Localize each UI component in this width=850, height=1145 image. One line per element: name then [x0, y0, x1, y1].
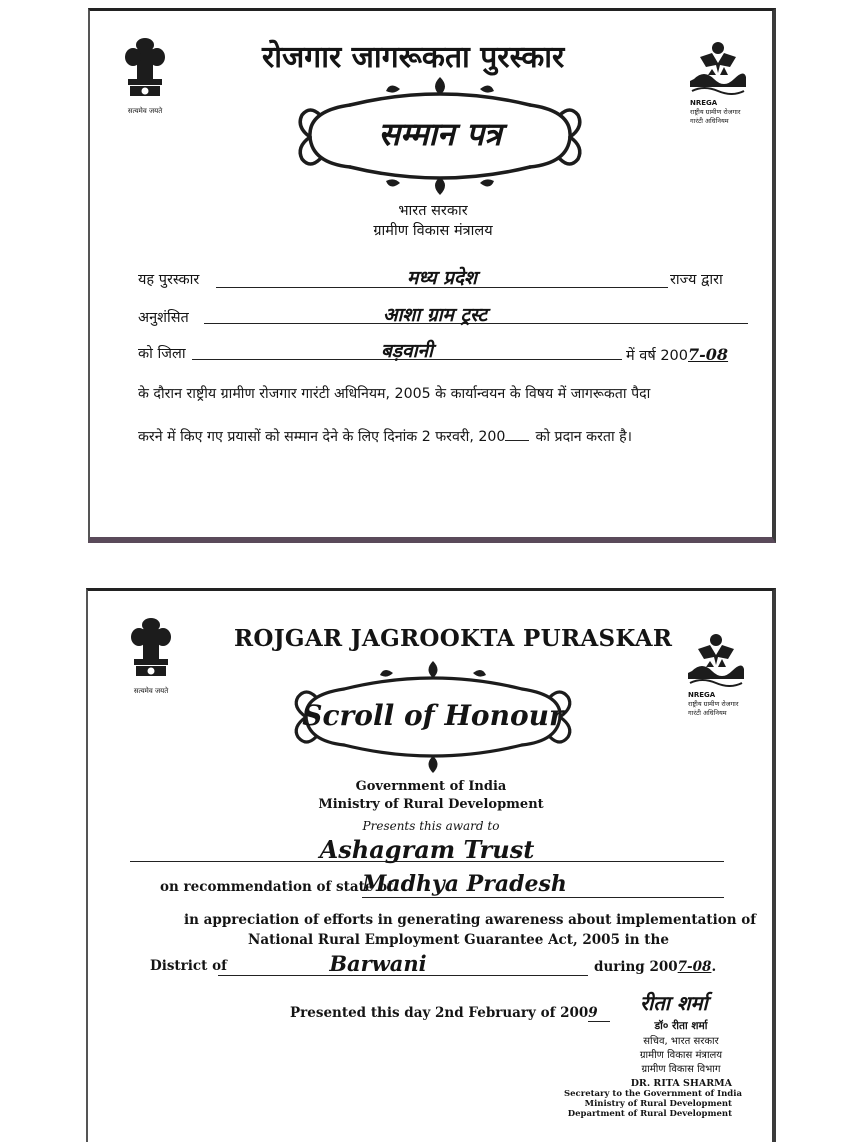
recommendation-rule — [362, 897, 724, 898]
sig-en-name: DR. RITA SHARMA — [630, 1078, 732, 1089]
emblem-caption: सत्यमेव जयते — [127, 107, 163, 115]
row1-value: मध्य प्रदेश — [407, 267, 477, 289]
row1-suffix: राज्य द्वारा — [670, 272, 723, 288]
scroll-title: सम्मान पत्र — [378, 115, 502, 153]
row1-label: यह पुरस्कार — [138, 272, 200, 288]
district-value: Barwani — [329, 951, 427, 976]
recommendation-value: Madhya Pradesh — [362, 871, 567, 897]
nrega-caption-line1: राष्ट्रीय ग्रामीण रोजगार — [690, 108, 741, 116]
sig-en-line3: Department of Rural Development — [567, 1109, 732, 1119]
body-line-2b: को प्रदान करता है। — [535, 429, 633, 445]
district-label: District of — [150, 958, 227, 974]
gov-line-1: भारत सरकार — [398, 203, 468, 219]
sig-hindi-line2: ग्रामीण विकास मंत्रालय — [639, 1050, 723, 1061]
row3-suffix — [626, 345, 728, 365]
recommendation-label: on recommendation of state of — [160, 879, 393, 895]
gov-line-2: ग्रामीण विकास मंत्रालय — [373, 223, 493, 239]
presented-year: 9 — [588, 1005, 610, 1022]
certificate-title: ROJGAR JAGROOKTA PURASKAR — [234, 625, 673, 652]
sig-hindi-name: डॉ० रीता शर्मा — [654, 1020, 708, 1032]
row2-label: अनुशंसित — [138, 310, 189, 326]
sig-hindi-line3: ग्रामीण विकास विभाग — [641, 1064, 721, 1075]
nrega-logo-text: NREGA — [690, 99, 718, 107]
awardee-value: Ashagram Trust — [319, 835, 535, 864]
during-text — [594, 959, 716, 975]
body-line-2 — [138, 427, 632, 446]
sig-hindi-line1: सचिव, भारत सरकार — [643, 1036, 719, 1047]
emblem-caption: सत्यमेव जयते — [133, 687, 169, 695]
row3-year: 7-08 — [688, 345, 729, 364]
ashoka-emblem — [126, 617, 176, 697]
nrega-caption-line2: गारंटी अधिनियम — [690, 117, 729, 125]
during-label: during 200 — [594, 959, 678, 975]
scroll-title: Scroll of Honour — [302, 699, 564, 732]
nrega-caption-line1: राष्ट्रीय ग्रामीण रोजगार — [688, 700, 739, 708]
gov-line-1: Government of India — [355, 779, 507, 794]
body-line-2a: करने में किए गए प्रयासों को सम्मान देने के लिए दिनांक 2 फरवरी, 200 — [138, 429, 506, 445]
during-year: 7-08 — [677, 959, 712, 975]
body-line-2-blank — [505, 440, 529, 441]
nrega-logo — [688, 631, 754, 727]
ashoka-emblem-icon — [120, 37, 170, 103]
hindi-certificate — [88, 8, 776, 543]
english-certificate — [86, 588, 776, 1142]
body-line-2: National Rural Employment Guarantee Act, 2005 in the — [248, 932, 669, 948]
gov-line-2: Ministry of Rural Development — [318, 797, 544, 812]
nrega-logo-icon — [690, 39, 746, 95]
nrega-logo-text: NREGA — [688, 691, 716, 699]
ashoka-emblem-icon — [126, 617, 176, 683]
ashoka-emblem — [120, 37, 170, 117]
row3-suffix-text: में वर्ष 200 — [626, 348, 689, 364]
nrega-caption-line2: गारंटी अधिनियम — [688, 709, 727, 717]
sig-en-line1: Secretary to the Government of India — [564, 1089, 742, 1099]
nrega-logo-icon — [688, 631, 744, 687]
row3-value: बड़वानी — [381, 340, 433, 362]
body-line-1: के दौरान राष्ट्रीय ग्रामीण रोजगार गारंटी अधिनियम, 2005 के कार्यान्वयन के विषय में जागरूकता पैदा — [138, 386, 651, 402]
presents-line: Presents this award to — [362, 819, 500, 833]
presented-label: Presented this day 2nd February of 200 — [290, 1005, 589, 1021]
sig-en-line2: Ministry of Rural Development — [584, 1099, 732, 1109]
row2-value: आशा ग्राम ट्रस्ट — [382, 304, 488, 326]
during-end: . — [711, 959, 717, 975]
nrega-logo — [690, 39, 752, 131]
presented-text — [290, 1005, 610, 1022]
signature-block-english — [564, 1078, 742, 1119]
handwritten-signature: रीता शर्मा — [640, 991, 708, 1015]
certificate-title: रोजगार जागरूकता पुरस्कार — [262, 40, 565, 75]
body-line-1: in appreciation of efforts in generating awareness about implementation of — [184, 912, 757, 928]
row3-label: को जिला — [138, 346, 186, 362]
signature-block — [606, 1019, 756, 1075]
